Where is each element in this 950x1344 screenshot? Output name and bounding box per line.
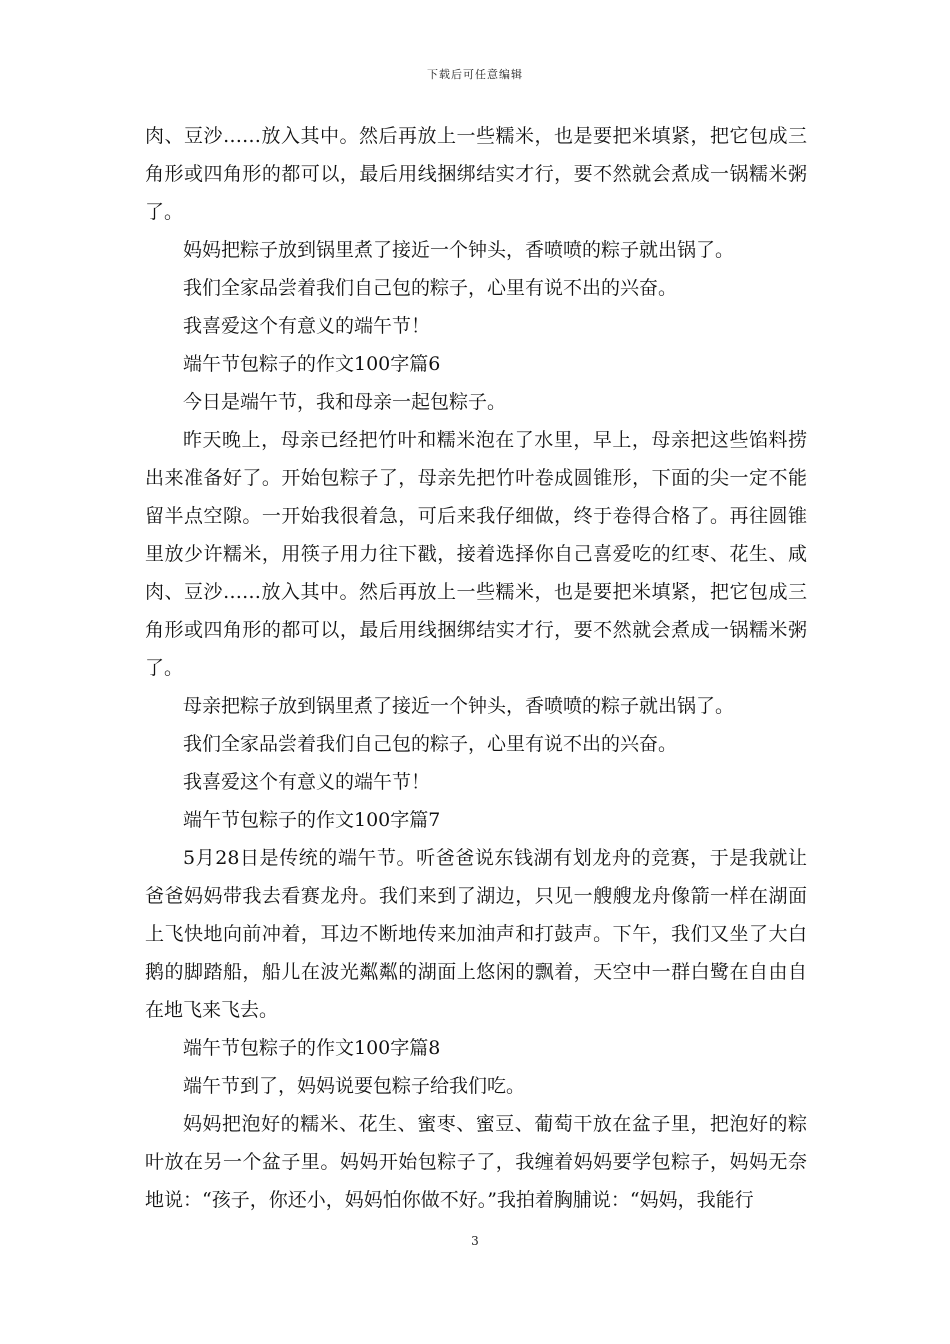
- page-number: 3: [471, 1234, 479, 1248]
- paragraph: 我喜爱这个有意义的端午节！: [183, 315, 431, 337]
- paragraph: 妈妈把泡好的糯米、花生、蜜枣、蜜豆、葡萄干放在盆子里，把泡好的粽叶放在另一个盆子里。妈妈开始包粽子了，我缠着妈妈要学包粽子，妈妈无奈地说：“孩子，你还小，妈妈怕你做不好。”我拍着胸脯说：“妈妈，我能行: [145, 1113, 807, 1211]
- paragraph: 我们全家品尝着我们自己包的粽子，心里有说不出的兴奋。: [183, 277, 678, 299]
- section-heading: 端午节包粽子的作文100字篇7: [183, 809, 441, 831]
- paragraph: 肉、豆沙……放入其中。然后再放上一些糯米，也是要把米填紧，把它包成三角形或四角形的都可以，最后用线捆绑结实才行，要不然就会煮成一锅糯米粥了。: [145, 125, 807, 223]
- paragraph: 昨天晚上，母亲已经把竹叶和糯米泡在了水里，早上，母亲把这些馅料捞出来准备好了。开始包粽子了，母亲先把竹叶卷成圆锥形，下面的尖一定不能留半点空隙。一开始我很着急，可后来我仔细做，终于卷得合格了。再往圆锥里放少许糯米，用筷子用力往下戳，接着选择你自己喜爱吃的红枣、花生、咸肉、豆沙……放入其中。然后再放上一些糯米，也是要把米填紧，把它包成三角形或四角形的都可以，最后用线捆绑结实才行，要不然就会煮成一锅糯米粥了。: [145, 429, 807, 679]
- paragraph: 妈妈把粽子放到锅里煮了接近一个钟头，香喷喷的粽子就出锅了。: [183, 239, 735, 261]
- paragraph: 5月28日是传统的端午节。听爸爸说东钱湖有划龙舟的竞赛，于是我就让爸爸妈妈带我去看赛龙舟。我们来到了湖边，只见一艘艘龙舟像箭一样在湖面上飞快地向前冲着，耳边不断地传来加油声和打鼓声。下午，我们又坐了大白鹅的脚踏船，船儿在波光粼粼的湖面上悠闲的飘着，天空中一群白鹭在自由自在地飞来飞去。: [145, 847, 807, 1021]
- section-heading: 端午节包粽子的作文100字篇6: [183, 353, 441, 375]
- paragraph: 端午节到了，妈妈说要包粽子给我们吃。: [183, 1075, 526, 1097]
- section-heading: 端午节包粽子的作文100字篇8: [183, 1037, 441, 1059]
- paragraph: 我喜爱这个有意义的端午节！: [183, 771, 431, 793]
- paragraph: 母亲把粽子放到锅里煮了接近一个钟头，香喷喷的粽子就出锅了。: [183, 695, 735, 717]
- paragraph: 今日是端午节，我和母亲一起包粽子。: [183, 391, 507, 413]
- page-header: 下载后可任意编辑: [427, 68, 523, 81]
- document-body: [145, 117, 807, 1219]
- paragraph: 我们全家品尝着我们自己包的粽子，心里有说不出的兴奋。: [183, 733, 678, 755]
